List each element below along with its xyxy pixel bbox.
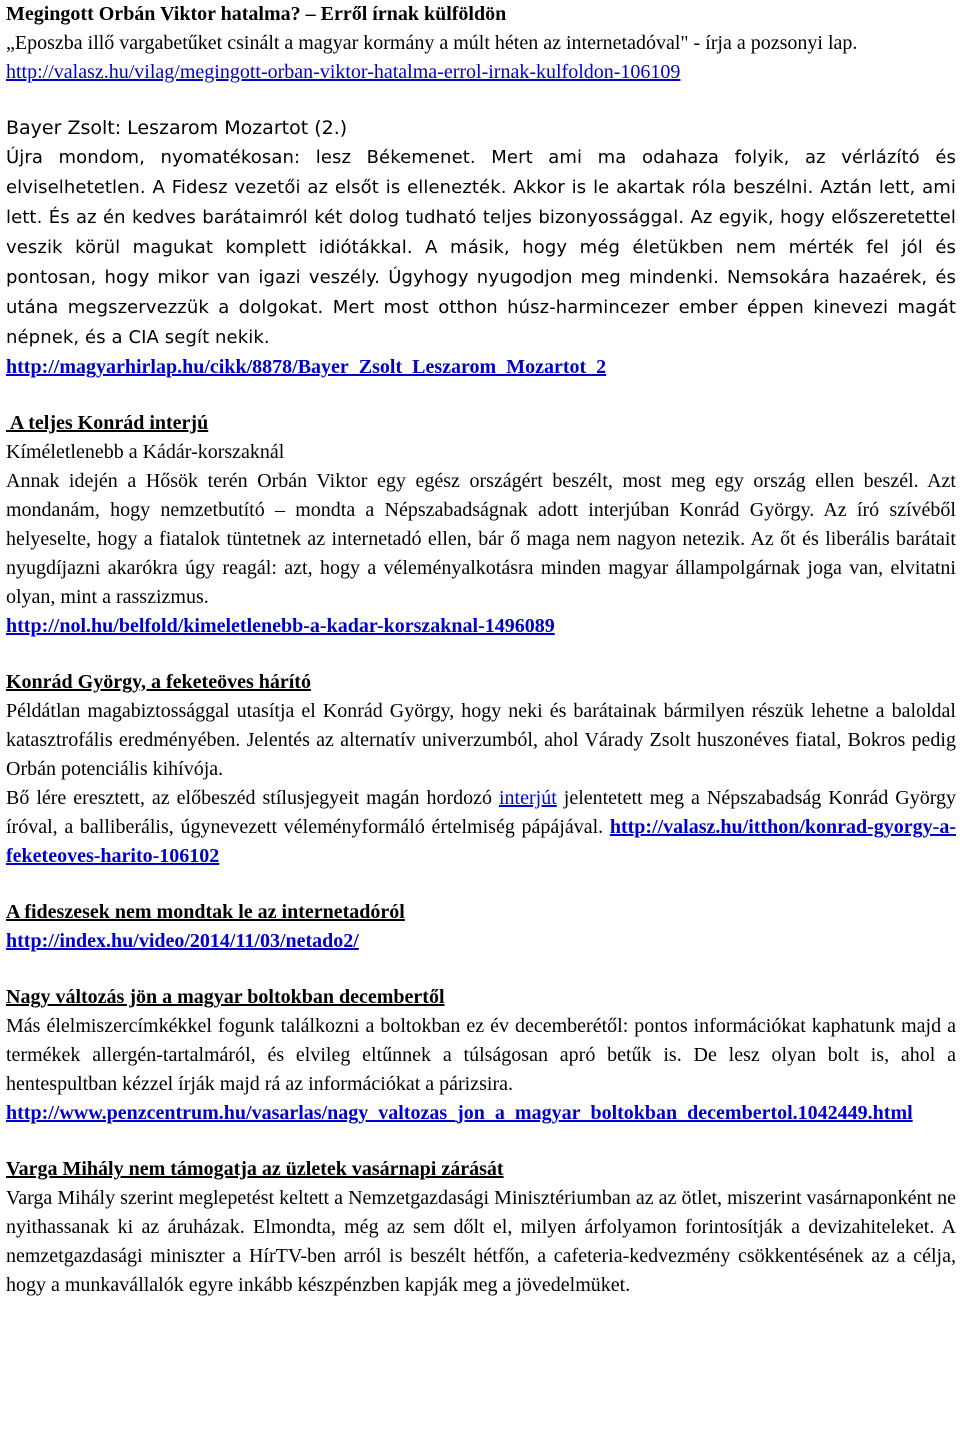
- article-6-body: Más élelmiszercímkékkel fogunk találkozni a boltokban ez év decemberétől: pontos információkat kaphatunk majd a termékek allergén-tartalmáról, és elvileg eltűnnek a túlságosan apró betűk is. De lesz olyan bolt is, ahol a hentespultban kézzel írják majd rá az információkat a párizsira.: [6, 1015, 956, 1095]
- article-3-body: Annak idején a Hősök terén Orbán Viktor egy egész országért beszélt, most meg egy ország ellen beszél. Azt mondanám, hogy nemzetbutító – mondta a Népszabadságnak adott interjúban Konrád György. Az író szívéből helyeselte, hogy a fiatalok tüntetnek az internetadó ellen, bár ő maga nem nagyon netezik. Az őt és liberális barátait nyugdíjazni akarókra úgy reagál: azt, hogy a véleményalkotásra minden magyar állampolgárnak joga van, elvitatni olyan, mint a rasszizmus.: [6, 470, 956, 608]
- article-2-title: Bayer Zsolt: Leszarom Mozartot (2.): [6, 117, 348, 139]
- article-3-subtitle: Kíméletlenebb a Kádár-korszaknál: [6, 441, 285, 463]
- article-2-body: Újra mondom, nyomatékosan: lesz Békemenet. Mert ami ma odahaza folyik, az vérlázító és elviselhetetlen. A Fidesz vezetői az elsőt is ellenezték. Akkor is le akartak róla beszélni. Aztán lett, ami lett. És az én kedves barátaimról két dolog tudható teljes bizonyossággal. Az egyik, hogy előszeretettel veszik körül magukat komplett idiótákkal. A másik, hogy még életükben nem mérték fel jól és pontosan, hogy mikor van igazi veszély. Úgyhogy nyugodjon meg mindenki. Nemsokára hazaérek, és utána megszervezzük a dolgokat. Mert most otthon húsz-harmincezer ember éppen kinevezi magát népnek, és a CIA segít nekik.: [6, 147, 956, 348]
- article-1-body: „Eposzba illő vargabetűket csinált a magyar kormány a múlt héten az internetadóval" - írja a pozsonyi lap.: [6, 32, 858, 54]
- article-1: [6, 0, 956, 87]
- article-4-body-2-post: jelentetett meg a Népszabadság Konrád György íróval, a balliberális, úgynevezett véleményformáló értelmiség pápájával.: [6, 787, 957, 838]
- article-2-link[interactable]: http://magyarhirlap.hu/cikk/8878/Bayer_Zsolt_Leszarom_Mozartot_2: [6, 356, 607, 378]
- article-3-title: A teljes Konrád interjú: [6, 412, 209, 434]
- article-3: [6, 409, 956, 641]
- article-7-title: Varga Mihály nem támogatja az üzletek vasárnapi zárását: [6, 1158, 504, 1180]
- article-5-title: A fideszesek nem mondtak le az internetadóról: [6, 901, 405, 923]
- article-5-link[interactable]: http://index.hu/video/2014/11/03/netado2/: [6, 930, 359, 952]
- article-1-title: Megingott Orbán Viktor hatalma? – Erről írnak külföldön: [6, 3, 507, 25]
- article-6-link[interactable]: http://www.penzcentrum.hu/vasarlas/nagy_valtozas_jon_a_magyar_boltokban_decembertol.1042449.html: [6, 1102, 913, 1124]
- article-1-link[interactable]: http://valasz.hu/vilag/megingott-orban-viktor-hatalma-errol-irnak-kulfoldon-106109: [6, 61, 681, 83]
- article-4-link[interactable]: http://valasz.hu/itthon/konrad-gyorgy-a-feketeoves-harito-106102: [6, 816, 956, 867]
- article-7: [6, 1155, 956, 1300]
- article-5: [6, 898, 956, 956]
- article-4-body-2: [6, 784, 956, 871]
- article-7-body: Varga Mihály szerint meglepetést keltett a Nemzetgazdasági Minisztériumban az az ötlet, miszerint vasárnaponként ne nyithassanak ki az áruházak. Elmondta, még az sem dőlt el, milyen árfolyamon forintosítják a devizahiteleket. A nemzetgazdasági miniszter a HírTV-ben arról is beszélt hétfőn, a cafeteria-kedvezmény csökkentésének az a célja, hogy a munkavállalók egyre inkább készpénzben kapják meg a jövedelmüket.: [6, 1187, 956, 1296]
- article-3-link[interactable]: http://nol.hu/belfold/kimeletlenebb-a-kadar-korszaknal-1496089: [6, 615, 555, 637]
- article-4-interview-link[interactable]: interjút: [499, 787, 557, 809]
- article-4-title: Konrád György, a feketeöves hárító: [6, 671, 311, 693]
- article-6-title: Nagy változás jön a magyar boltokban decembertől: [6, 986, 445, 1008]
- article-4: [6, 668, 956, 871]
- article-4-body-1: Példátlan magabiztossággal utasítja el Konrád György, hogy neki és barátainak bármilyen részük lehetne a baloldal katasztrofális eredményében. Jelentés az alternatív univerzumból, ahol Várady Zsolt huszonéves fiatal, Bokros pedig Orbán potenciális kihívója.: [6, 700, 956, 780]
- article-4-body-2-pre: Bő lére eresztett, az előbeszéd stílusjegyeit magán hordozó: [6, 787, 499, 809]
- article-2: [6, 114, 956, 382]
- article-6: [6, 983, 956, 1128]
